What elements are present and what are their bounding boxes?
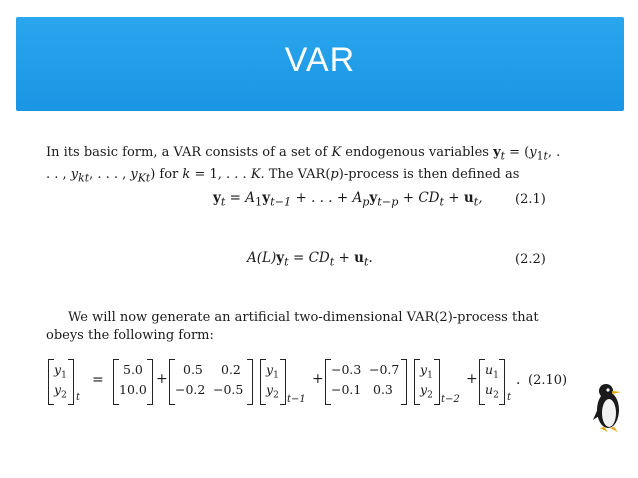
equation-2-2: $A(L)y_t = CD_t + u_t$.	[247, 250, 373, 269]
intro-paragraph: In its basic form, a VAR consists of a set of K endogenous variables $y_t = (y_{1t}$, . . . , $y_{kt}$, . . . , $y_{Kt}$) for k = 1, . . . K. The VAR(p)-process is then defined as	[46, 145, 561, 185]
matrix-a1: 0.5 0.2 −0.2 −0.5	[169, 358, 253, 404]
equation-2-10-number: (2.10)	[528, 373, 568, 388]
equation-2-1: $y_t = A_1y_{t-1}$ + . . . + $A_py_{t-p} + CD_t + u_t$,	[213, 190, 483, 209]
slide-title: VAR	[284, 41, 356, 79]
matrix-a2: −0.3 −0.7 −0.1 0.3	[325, 358, 407, 404]
artificial-text-line-1: We will now generate an artificial two-dimensional VAR(2)-process that	[68, 310, 539, 325]
artificial-process-paragraph	[46, 309, 571, 345]
title-banner	[16, 17, 624, 111]
subscript-t: t	[76, 392, 81, 403]
vector-y-t: $y_1$ $y_2$	[48, 358, 74, 404]
equation-2-2-number: (2.2)	[515, 252, 546, 267]
equation-2-10: $y_1$ $y_2$ t = 5.0 10.0 + 0.5 0.2 −0.2 −0.5 $y_1$ $y_2$ t−1 + −0.3 −0.7 −0.1 0.3 $y_1$ $y_2$ t−2 + $u_1$ $u_2$ t . (2.10)	[48, 358, 578, 406]
const-1: 5.0	[123, 362, 143, 377]
const-2: 10.0	[119, 382, 147, 397]
artificial-text-line-2: obeys the following form:	[46, 328, 214, 343]
equation-2-1-number: (2.1)	[515, 192, 546, 207]
vector-y-t-minus-2: $y_1$ $y_2$	[414, 358, 440, 404]
vector-y-t-minus-1: $y_1$ $y_2$	[260, 358, 286, 404]
vector-constant	[113, 358, 153, 404]
vector-u-t: $u_1$ $u_2$	[479, 358, 505, 404]
penguin-icon	[590, 380, 626, 436]
